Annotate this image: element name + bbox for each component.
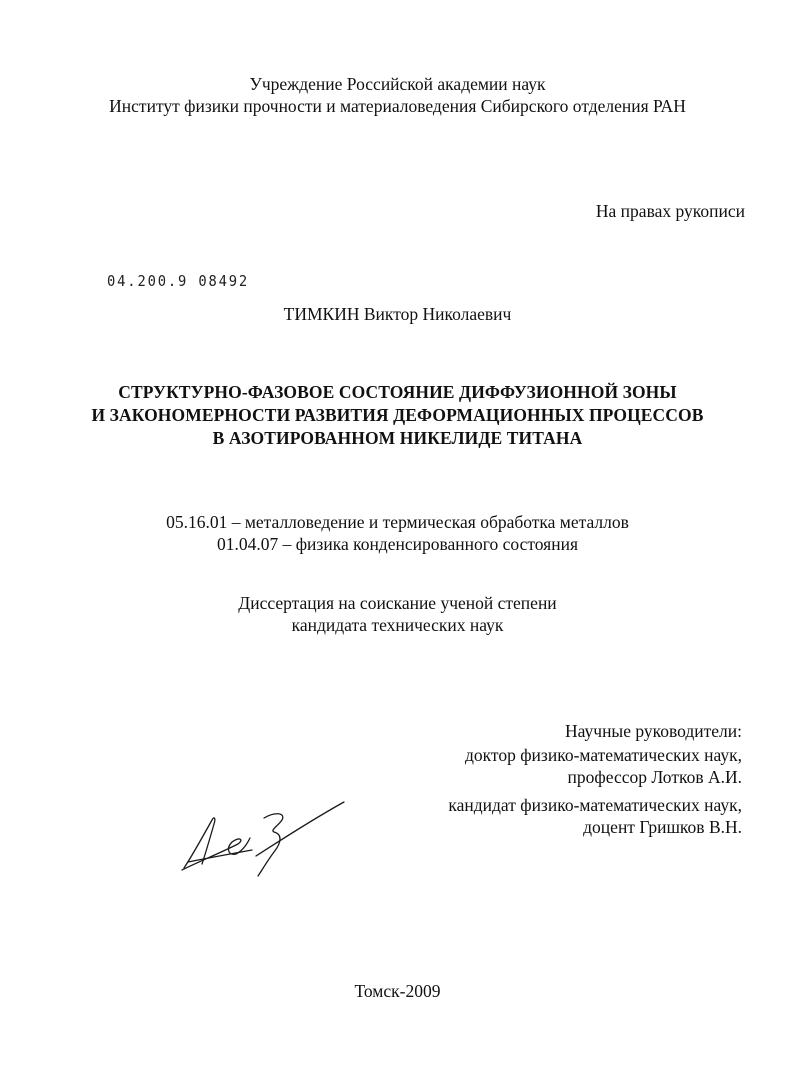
dissertation-title [0,381,795,450]
handwritten-signature [178,798,348,878]
author-name: ТИМКИН Виктор Николаевич [283,304,512,324]
title-line-3: В АЗОТИРОВАННОМ НИКЕЛИДЕ ТИТАНА [212,428,583,448]
specialty-2: 01.04.07 – физика конденсированного состояния [216,534,579,554]
specialties [0,511,795,555]
title-line-1: СТРУКТУРНО-ФАЗОВОЕ СОСТОЯНИЕ ДИФФУЗИОННОЙ ЗОНЫ [118,382,677,402]
institution-line-2: Институт физики прочности и материаловедения Сибирского отделения РАН [109,96,686,116]
city-year: Томск-2009 [354,981,441,1001]
supervisor-2 [448,794,742,838]
institution-line-1: Учреждение Российской академии наук [249,74,546,94]
supervisors-label: Научные руководители: [565,721,742,741]
institution-header [0,73,795,117]
supervisor-2-name: доцент Гришков В.Н. [583,817,742,837]
supervisor-1-degree: доктор физико-математических наук, [465,745,742,765]
degree-statement [0,592,795,636]
supervisor-2-degree: кандидат физико-математических наук, [448,795,742,815]
degree-line-1: Диссертация на соискание ученой степени [238,593,557,613]
supervisor-1-name: профессор Лотков А.И. [567,767,742,787]
registration-stamp: 04.200.9 08492 [107,272,250,290]
specialty-1: 05.16.01 – металловедение и термическая обработка металлов [166,512,629,532]
degree-line-2: кандидата технических наук [291,615,504,635]
title-line-2: И ЗАКОНОМЕРНОСТИ РАЗВИТИЯ ДЕФОРМАЦИОННЫХ ПРОЦЕССОВ [91,405,704,425]
rights-notice: На правах рукописи [595,201,745,221]
supervisor-1 [465,744,742,788]
